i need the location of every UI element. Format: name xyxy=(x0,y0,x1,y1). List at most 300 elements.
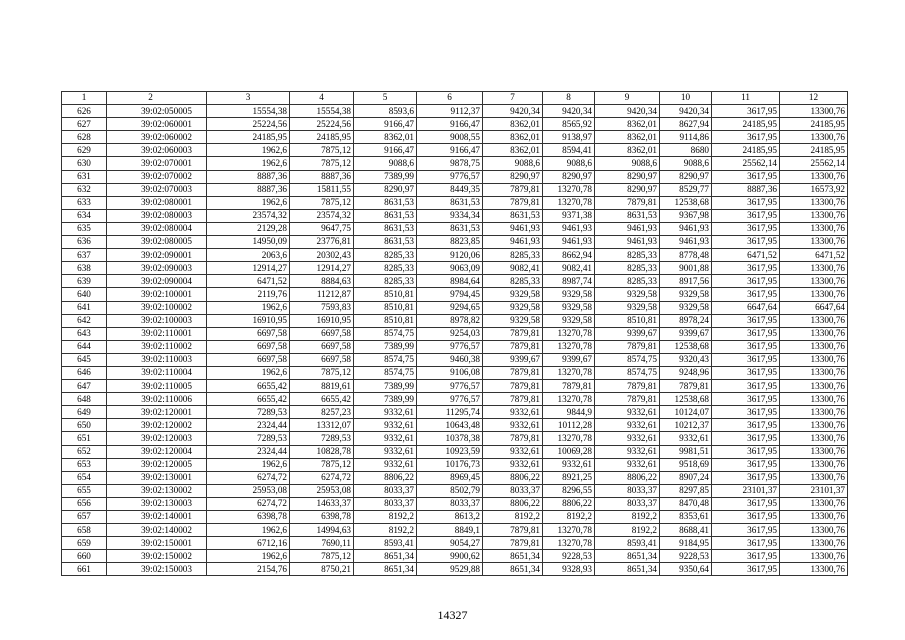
table-cell: 9399,67 xyxy=(660,327,712,340)
table-cell: 1962,6 xyxy=(207,157,290,170)
table-cell: 660 xyxy=(62,550,107,563)
table-cell: 8290,97 xyxy=(660,170,712,183)
table-cell: 8806,22 xyxy=(595,471,660,484)
table-cell: 2129,28 xyxy=(207,222,290,235)
table-cell: 6697,58 xyxy=(290,327,354,340)
table-row xyxy=(62,288,848,301)
table-cell: 13300,76 xyxy=(780,432,848,445)
table-row xyxy=(62,275,848,288)
table-cell: 8033,37 xyxy=(417,497,483,510)
table-cell: 7879,81 xyxy=(595,340,660,353)
table-cell: 9332,61 xyxy=(354,432,417,445)
table-cell: 8574,75 xyxy=(595,353,660,366)
page-number: 14327 xyxy=(437,608,468,622)
table-cell: 9120,06 xyxy=(417,249,483,262)
table-cell: 9138,97 xyxy=(543,131,595,144)
table-row xyxy=(62,209,848,222)
table-cell: 9329,58 xyxy=(595,288,660,301)
table-cell: 7879,81 xyxy=(595,196,660,209)
table-cell: 13300,76 xyxy=(780,497,848,510)
table-cell: 8631,53 xyxy=(354,209,417,222)
table-cell: 9329,58 xyxy=(483,301,543,314)
table-cell: 3617,95 xyxy=(712,236,780,249)
table-cell: 8470,48 xyxy=(660,497,712,510)
table-cell: 8593,41 xyxy=(354,537,417,550)
table-cell: 8806,22 xyxy=(354,471,417,484)
table-row xyxy=(62,301,848,314)
table-cell: 1962,6 xyxy=(207,301,290,314)
table-cell: 9008,55 xyxy=(417,131,483,144)
table-row xyxy=(62,524,848,537)
table-cell: 8574,75 xyxy=(595,366,660,379)
table-cell: 8887,36 xyxy=(207,183,290,196)
table-cell: 8033,37 xyxy=(595,484,660,497)
table-cell: 8631,53 xyxy=(354,196,417,209)
table-cell: 10176,73 xyxy=(417,458,483,471)
table-cell: 9332,61 xyxy=(483,419,543,432)
table-cell: 3617,95 xyxy=(712,393,780,406)
table-cell: 8192,2 xyxy=(483,511,543,524)
table-row xyxy=(62,445,848,458)
table-cell: 9332,61 xyxy=(354,445,417,458)
table-cell: 13300,76 xyxy=(780,550,848,563)
table-cell: 13300,76 xyxy=(780,222,848,235)
table-cell: 9461,93 xyxy=(660,222,712,235)
table-cell: 633 xyxy=(62,196,107,209)
table-cell: 9332,61 xyxy=(483,458,543,471)
table-cell: 9184,95 xyxy=(660,537,712,550)
table-cell: 16910,95 xyxy=(290,314,354,327)
table-cell: 3617,95 xyxy=(712,196,780,209)
table-cell: 39:02:090004 xyxy=(107,275,207,288)
table-cell: 8353,61 xyxy=(660,511,712,524)
table-cell: 9228,53 xyxy=(660,550,712,563)
table-cell: 39:02:090001 xyxy=(107,249,207,262)
table-cell: 39:02:080001 xyxy=(107,196,207,209)
data-table xyxy=(61,91,848,576)
table-cell: 39:02:120001 xyxy=(107,406,207,419)
column-header: 9 xyxy=(595,92,660,105)
table-cell: 6471,52 xyxy=(207,275,290,288)
table-cell: 8285,33 xyxy=(595,262,660,275)
table-cell: 3617,95 xyxy=(712,131,780,144)
column-header: 4 xyxy=(290,92,354,105)
table-cell: 9776,57 xyxy=(417,170,483,183)
table-row xyxy=(62,393,848,406)
table-cell: 638 xyxy=(62,262,107,275)
table-cell: 9001,88 xyxy=(660,262,712,275)
table-cell: 3617,95 xyxy=(712,380,780,393)
table-row xyxy=(62,249,848,262)
table-cell: 9228,53 xyxy=(543,550,595,563)
table-cell: 6274,72 xyxy=(290,471,354,484)
table-cell: 6655,42 xyxy=(207,380,290,393)
table-cell: 9329,58 xyxy=(483,314,543,327)
table-cell: 9329,58 xyxy=(543,314,595,327)
table-cell: 3617,95 xyxy=(712,524,780,537)
table-cell: 8510,81 xyxy=(354,314,417,327)
table-cell: 9367,98 xyxy=(660,209,712,222)
table-cell: 13300,76 xyxy=(780,327,848,340)
table-cell: 39:02:150001 xyxy=(107,537,207,550)
table-cell: 13300,76 xyxy=(780,445,848,458)
table-cell: 3617,95 xyxy=(712,445,780,458)
table-cell: 648 xyxy=(62,393,107,406)
table-row xyxy=(62,432,848,445)
table-cell: 13270,78 xyxy=(543,327,595,340)
table-header-row xyxy=(62,92,848,105)
table-cell: 8631,53 xyxy=(483,209,543,222)
table-cell: 39:02:080004 xyxy=(107,222,207,235)
table-cell: 8192,2 xyxy=(543,511,595,524)
table-cell: 655 xyxy=(62,484,107,497)
table-cell: 7879,81 xyxy=(483,393,543,406)
table-cell: 8362,01 xyxy=(483,144,543,157)
table-cell: 657 xyxy=(62,511,107,524)
table-cell: 39:02:150003 xyxy=(107,563,207,576)
table-cell: 8449,35 xyxy=(417,183,483,196)
table-cell: 8296,55 xyxy=(543,484,595,497)
table-cell: 1962,6 xyxy=(207,524,290,537)
table-cell: 9063,09 xyxy=(417,262,483,275)
table-cell: 13300,76 xyxy=(780,458,848,471)
table-cell: 15554,38 xyxy=(207,105,290,118)
table-cell: 8594,41 xyxy=(543,144,595,157)
column-header: 3 xyxy=(207,92,290,105)
table-cell: 9329,58 xyxy=(483,288,543,301)
table-cell: 13300,76 xyxy=(780,275,848,288)
table-cell: 8290,97 xyxy=(483,170,543,183)
table-cell: 39:02:120002 xyxy=(107,419,207,432)
table-cell: 8362,01 xyxy=(595,118,660,131)
table-cell: 8502,79 xyxy=(417,484,483,497)
table-cell: 7690,11 xyxy=(290,537,354,550)
table-cell: 7879,81 xyxy=(660,380,712,393)
table-cell: 3617,95 xyxy=(712,340,780,353)
table-cell: 39:02:110002 xyxy=(107,340,207,353)
table-cell: 8510,81 xyxy=(354,301,417,314)
table-row xyxy=(62,236,848,249)
table-cell: 6274,72 xyxy=(207,497,290,510)
table-cell: 626 xyxy=(62,105,107,118)
table-cell: 9082,41 xyxy=(483,262,543,275)
table-cell: 649 xyxy=(62,406,107,419)
table-cell: 3617,95 xyxy=(712,497,780,510)
table-cell: 39:02:120004 xyxy=(107,445,207,458)
table-cell: 8750,21 xyxy=(290,563,354,576)
table-cell: 13300,76 xyxy=(780,471,848,484)
table-cell: 7875,12 xyxy=(290,144,354,157)
table-cell: 6712,16 xyxy=(207,537,290,550)
table-cell: 8192,2 xyxy=(595,524,660,537)
table-row xyxy=(62,157,848,170)
table-cell: 13300,76 xyxy=(780,131,848,144)
table-cell: 39:02:130003 xyxy=(107,497,207,510)
table-cell: 8033,37 xyxy=(354,497,417,510)
table-cell: 653 xyxy=(62,458,107,471)
table-cell: 39:02:080003 xyxy=(107,209,207,222)
table-cell: 9254,03 xyxy=(417,327,483,340)
table-cell: 13300,76 xyxy=(780,209,848,222)
table-cell: 8806,22 xyxy=(483,497,543,510)
table-cell: 13300,76 xyxy=(780,366,848,379)
table-cell: 9332,61 xyxy=(354,406,417,419)
table-cell: 39:02:130001 xyxy=(107,471,207,484)
table-cell: 9518,69 xyxy=(660,458,712,471)
table-row xyxy=(62,458,848,471)
table-cell: 24185,95 xyxy=(712,118,780,131)
table-cell: 8362,01 xyxy=(595,144,660,157)
table-cell: 9981,51 xyxy=(660,445,712,458)
table-cell: 23101,37 xyxy=(780,484,848,497)
table-cell: 9399,67 xyxy=(543,353,595,366)
table-cell: 13300,76 xyxy=(780,393,848,406)
table-cell: 12538,68 xyxy=(660,393,712,406)
table-cell: 8362,01 xyxy=(595,131,660,144)
table-cell: 10112,28 xyxy=(543,419,595,432)
table-cell: 631 xyxy=(62,170,107,183)
table-cell: 24185,95 xyxy=(290,131,354,144)
table-cell: 13312,07 xyxy=(290,419,354,432)
table-cell: 3617,95 xyxy=(712,458,780,471)
table-cell: 9350,64 xyxy=(660,563,712,576)
table-cell: 630 xyxy=(62,157,107,170)
table-cell: 25562,14 xyxy=(780,157,848,170)
table-cell: 9844,9 xyxy=(543,406,595,419)
table-cell: 9461,93 xyxy=(483,222,543,235)
table-cell: 636 xyxy=(62,236,107,249)
table-cell: 39:02:130002 xyxy=(107,484,207,497)
table-cell: 13270,78 xyxy=(543,432,595,445)
table-cell: 3617,95 xyxy=(712,222,780,235)
table-cell: 39:02:140001 xyxy=(107,511,207,524)
column-header: 10 xyxy=(660,92,712,105)
table-cell: 656 xyxy=(62,497,107,510)
table-cell: 8984,64 xyxy=(417,275,483,288)
table-cell: 9332,61 xyxy=(354,419,417,432)
table-cell: 8921,25 xyxy=(543,471,595,484)
table-cell: 8651,34 xyxy=(354,563,417,576)
table-cell: 16910,95 xyxy=(207,314,290,327)
table-cell: 39:02:060002 xyxy=(107,131,207,144)
table-cell: 9088,6 xyxy=(660,157,712,170)
table-cell: 8285,33 xyxy=(595,249,660,262)
table-cell: 8627,94 xyxy=(660,118,712,131)
table-cell: 13300,76 xyxy=(780,524,848,537)
table-cell: 8510,81 xyxy=(595,314,660,327)
table-cell: 7875,12 xyxy=(290,366,354,379)
table-cell: 8887,36 xyxy=(290,170,354,183)
table-cell: 39:02:110001 xyxy=(107,327,207,340)
table-cell: 8290,97 xyxy=(354,183,417,196)
table-cell: 3617,95 xyxy=(712,105,780,118)
table-cell: 7879,81 xyxy=(483,380,543,393)
table-cell: 13270,78 xyxy=(543,183,595,196)
table-cell: 8362,01 xyxy=(483,131,543,144)
table-cell: 11295,74 xyxy=(417,406,483,419)
table-cell: 635 xyxy=(62,222,107,235)
table-cell: 13270,78 xyxy=(543,196,595,209)
table-cell: 1962,6 xyxy=(207,196,290,209)
table-cell: 627 xyxy=(62,118,107,131)
table-cell: 8651,34 xyxy=(483,550,543,563)
table-cell: 8884,63 xyxy=(290,275,354,288)
table-row xyxy=(62,366,848,379)
table-cell: 25562,14 xyxy=(712,157,780,170)
table-cell: 8285,33 xyxy=(483,275,543,288)
table-cell: 20302,43 xyxy=(290,249,354,262)
table-cell: 13270,78 xyxy=(543,524,595,537)
table-cell: 3617,95 xyxy=(712,353,780,366)
table-cell: 6697,58 xyxy=(207,340,290,353)
column-header: 12 xyxy=(780,92,848,105)
table-cell: 9329,58 xyxy=(660,288,712,301)
table-cell: 12914,27 xyxy=(290,262,354,275)
table-cell: 10828,78 xyxy=(290,445,354,458)
table-cell: 9420,34 xyxy=(595,105,660,118)
table-cell: 8823,85 xyxy=(417,236,483,249)
table-cell: 645 xyxy=(62,353,107,366)
table-cell: 3617,95 xyxy=(712,170,780,183)
table-cell: 8192,2 xyxy=(595,511,660,524)
table-cell: 6398,78 xyxy=(290,511,354,524)
table-cell: 7879,81 xyxy=(483,340,543,353)
table-cell: 632 xyxy=(62,183,107,196)
table-cell: 24185,95 xyxy=(207,131,290,144)
table-cell: 8290,97 xyxy=(543,170,595,183)
table-row xyxy=(62,550,848,563)
table-cell: 8613,2 xyxy=(417,511,483,524)
table-cell: 652 xyxy=(62,445,107,458)
table-cell: 9647,75 xyxy=(290,222,354,235)
table-cell: 9420,34 xyxy=(660,105,712,118)
table-row xyxy=(62,537,848,550)
table-cell: 2154,76 xyxy=(207,563,290,576)
table-cell: 3617,95 xyxy=(712,262,780,275)
table-row xyxy=(62,563,848,576)
table-cell: 650 xyxy=(62,419,107,432)
table-cell: 7875,12 xyxy=(290,550,354,563)
table-cell: 8192,2 xyxy=(354,511,417,524)
table-cell: 6471,52 xyxy=(712,249,780,262)
table-cell: 9106,08 xyxy=(417,366,483,379)
table-cell: 8574,75 xyxy=(354,366,417,379)
table-cell: 9332,61 xyxy=(595,419,660,432)
table-cell: 1962,6 xyxy=(207,144,290,157)
table-cell: 3617,95 xyxy=(712,314,780,327)
table-cell: 8631,53 xyxy=(354,222,417,235)
table-cell: 8033,37 xyxy=(483,484,543,497)
table-cell: 39:02:100002 xyxy=(107,301,207,314)
table-cell: 6697,58 xyxy=(290,353,354,366)
table-cell: 6655,42 xyxy=(207,393,290,406)
table-row xyxy=(62,471,848,484)
table-cell: 10212,37 xyxy=(660,419,712,432)
table-cell: 8978,82 xyxy=(417,314,483,327)
table-cell: 8631,53 xyxy=(417,222,483,235)
table-cell: 8917,56 xyxy=(660,275,712,288)
table-cell: 13270,78 xyxy=(543,366,595,379)
table-cell: 8362,01 xyxy=(354,131,417,144)
table-cell: 3617,95 xyxy=(712,275,780,288)
table-row xyxy=(62,314,848,327)
table-cell: 1962,6 xyxy=(207,458,290,471)
table-cell: 24185,95 xyxy=(780,144,848,157)
table-cell: 9776,57 xyxy=(417,340,483,353)
table-cell: 39:02:110005 xyxy=(107,380,207,393)
table-cell: 9399,67 xyxy=(595,327,660,340)
table-cell: 9054,27 xyxy=(417,537,483,550)
table-cell: 9776,57 xyxy=(417,380,483,393)
table-cell: 3617,95 xyxy=(712,511,780,524)
table-cell: 8978,24 xyxy=(660,314,712,327)
table-cell: 10378,38 xyxy=(417,432,483,445)
table-cell: 39:02:080005 xyxy=(107,236,207,249)
table-cell: 6647,64 xyxy=(712,301,780,314)
table-cell: 7289,53 xyxy=(207,406,290,419)
table-cell: 6697,58 xyxy=(207,353,290,366)
table-cell: 9460,38 xyxy=(417,353,483,366)
table-cell: 6697,58 xyxy=(207,327,290,340)
table-cell: 13270,78 xyxy=(543,537,595,550)
table-cell: 3617,95 xyxy=(712,432,780,445)
table-cell: 1962,6 xyxy=(207,366,290,379)
table-cell: 2119,76 xyxy=(207,288,290,301)
table-cell: 8887,36 xyxy=(712,183,780,196)
table-cell: 647 xyxy=(62,380,107,393)
table-cell: 8574,75 xyxy=(354,327,417,340)
table-cell: 9320,43 xyxy=(660,353,712,366)
table-cell: 8565,92 xyxy=(543,118,595,131)
table-cell: 39:02:110004 xyxy=(107,366,207,379)
table-cell: 8362,01 xyxy=(483,118,543,131)
table-cell: 9082,41 xyxy=(543,262,595,275)
table-cell: 39:02:050005 xyxy=(107,105,207,118)
table-cell: 6697,58 xyxy=(290,340,354,353)
table-cell: 8778,48 xyxy=(660,249,712,262)
table-cell: 9114,86 xyxy=(660,131,712,144)
table-cell: 8651,34 xyxy=(595,563,660,576)
table-cell: 25953,08 xyxy=(290,484,354,497)
table-cell: 7875,12 xyxy=(290,157,354,170)
table-cell: 634 xyxy=(62,209,107,222)
table-cell: 9794,45 xyxy=(417,288,483,301)
table-cell: 8631,53 xyxy=(354,236,417,249)
table-cell: 9461,93 xyxy=(543,222,595,235)
table-cell: 23574,32 xyxy=(290,209,354,222)
table-cell: 39:02:070003 xyxy=(107,183,207,196)
table-cell: 2324,44 xyxy=(207,445,290,458)
table-cell: 9461,93 xyxy=(660,236,712,249)
table-cell: 9332,61 xyxy=(483,406,543,419)
table-cell: 8651,34 xyxy=(354,550,417,563)
table-cell: 6655,42 xyxy=(290,393,354,406)
table-cell: 9420,34 xyxy=(483,105,543,118)
table-cell: 9332,61 xyxy=(595,445,660,458)
table-row xyxy=(62,144,848,157)
column-header: 8 xyxy=(543,92,595,105)
table-cell: 9371,38 xyxy=(543,209,595,222)
table-cell: 39:02:100003 xyxy=(107,314,207,327)
table-cell: 658 xyxy=(62,524,107,537)
table-cell: 13300,76 xyxy=(780,196,848,209)
table-cell: 8033,37 xyxy=(354,484,417,497)
table-cell: 9294,65 xyxy=(417,301,483,314)
table-cell: 9166,47 xyxy=(354,144,417,157)
table-cell: 8257,23 xyxy=(290,406,354,419)
table-cell: 3617,95 xyxy=(712,419,780,432)
table-cell: 9332,61 xyxy=(595,432,660,445)
